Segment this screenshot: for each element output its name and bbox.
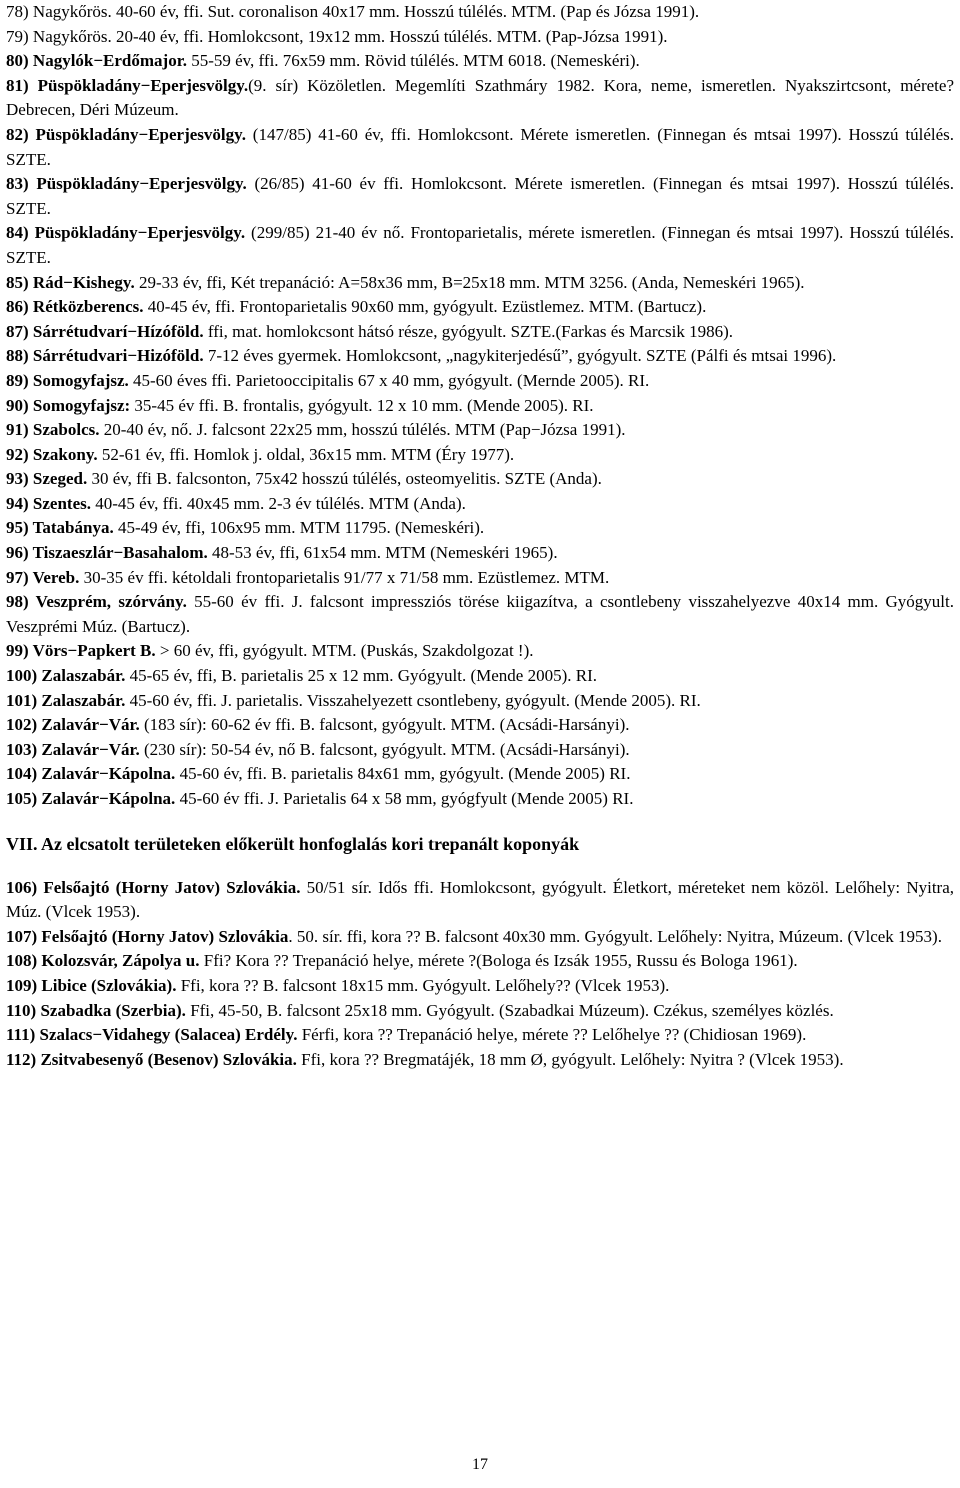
- list-item: [6, 418, 954, 443]
- entry-heading: 100) Zalaszabár.: [6, 666, 126, 686]
- entry-text: 45-60 év, ffi. J. parietalis. Visszahelyezett csontlebeny, gyógyult. (Mende 2005). RI.: [125, 690, 701, 710]
- section-title: VII. Az elcsatolt területeken előkerült honfoglalás kori trepanált koponyák: [6, 833, 580, 854]
- entry-heading: 80) Nagylók−Erdőmajor.: [6, 51, 187, 71]
- entry-text: 50/51 sír. Idős ffi. Homlokcsont, gyógyult. Életkort, méreteket nem közöl. Lelőhely: Nyitra, Múz. (Vlcek 1953).: [6, 877, 954, 922]
- entry-heading: 84) Püspökladány−Eperjesvölgy.: [6, 223, 246, 243]
- list-item: [6, 949, 954, 974]
- list-item: [6, 344, 954, 369]
- entry-heading: 92) Szakony.: [6, 444, 98, 464]
- list-item: [6, 974, 954, 999]
- entry-heading: 101) Zalaszabár.: [6, 690, 126, 710]
- list-item: [6, 492, 954, 517]
- entry-heading: 88) Sárrétudvari−Hizóföld.: [6, 346, 204, 366]
- entry-heading: 104) Zalavár−Kápolna.: [6, 764, 176, 784]
- entry-text: > 60 év, ffi, gyógyult. MTM. (Puskás, Szakdolgozat !).: [155, 641, 534, 661]
- entry-text: (147/85) 41-60 év, ffi. Homlokcsont. Mérete ismeretlen. (Finnegan és mtsai 1997). Hosszú túlélés. SZTE.: [6, 124, 955, 169]
- list-item: [6, 738, 954, 763]
- entry-heading: 106) Felsőajtó (Horny Jatov) Szlovákia.: [6, 877, 301, 897]
- list-item: [6, 123, 954, 172]
- entry-heading: 93) Szeged.: [6, 469, 88, 489]
- entry-text: (183 sír): 60-62 év ffi. B. falcsont, gyógyult. MTM. (Acsádi-Harsányi).: [139, 715, 630, 735]
- entry-text: Férfi, kora ?? Trepanáció helye, mérete ?? Lelőhelye ?? (Chidiosan 1969).: [297, 1025, 807, 1045]
- list-item: [6, 762, 954, 787]
- entry-text: (26/85) 41-60 év ffi. Homlokcsont. Mérete ismeretlen. (Finnegan és mtsai 1997). Hosszú túlélés. SZTE.: [6, 174, 954, 218]
- entry-heading: 90) Somogyfajsz:: [6, 395, 131, 415]
- entry-heading: 89) Somogyfajsz.: [6, 370, 129, 390]
- list-item: [6, 394, 954, 419]
- entry-text: 45-60 év ffi. J. Parietalis 64 x 58 mm, gyógfyult (Mende 2005) RI.: [175, 789, 634, 808]
- page-number: 17: [472, 1456, 488, 1473]
- entry-text: Ffi, 45-50, B. falcsont 25x18 mm. Gyógyult. (Szabadkai Múzeum). Czékus, személyes közlés.: [185, 1000, 834, 1020]
- list-item: [6, 271, 954, 296]
- entry-heading: 102) Zalavár−Vár.: [6, 715, 140, 735]
- entry-list-section-vii: [6, 876, 954, 1073]
- list-item: [6, 516, 954, 541]
- entry-heading: 98) Veszprém, szórvány.: [6, 592, 187, 612]
- document-page: [6, 0, 954, 1072]
- entry-heading: 110) Szabadka (Szerbia).: [6, 1000, 186, 1020]
- list-item: [6, 925, 954, 950]
- entry-text: (299/85) 21-40 év nő. Frontoparietalis, mérete ismeretlen. (Finnegan és mtsai 1997). Hosszú túlélés. SZTE.: [6, 223, 954, 267]
- list-item: [6, 25, 954, 50]
- entry-text: 52-61 év, ffi. Homlok j. oldal, 36x15 mm. MTM (Éry 1977).: [97, 444, 515, 464]
- entry-text: 30-35 év ffi. kétoldali frontoparietalis 91/77 x 71/58 mm. Ezüstlemez. MTM.: [79, 567, 610, 587]
- entry-text: Ffi, kora ?? B. falcsont 18x15 mm. Gyógyult. Lelőhely?? (Vlcek 1953).: [176, 975, 670, 995]
- list-item: [6, 1048, 954, 1073]
- list-item: [6, 443, 954, 468]
- entry-text: (9. sír) Közöletlen. Megemlíti Szathmáry 1982. Kora, neme, ismeretlen. Nyakszirtcsont, mérete? Debrecen, Déri Múzeum.: [6, 75, 954, 120]
- list-item: [6, 295, 954, 320]
- list-item: [6, 787, 954, 812]
- entry-heading: 103) Zalavár−Vár.: [6, 739, 140, 759]
- entry-text: Ffi? Kora ?? Trepanáció helye, mérete ?(Bologa és Izsák 1955, Russu és Bologa 1961).: [199, 951, 798, 971]
- list-item: [6, 221, 954, 270]
- entry-text: 45-60 éves ffi. Parietooccipitalis 67 x 40 mm, gyógyult. (Mernde 2005). RI.: [128, 370, 650, 390]
- entry-text: 7-12 éves gyermek. Homlokcsont, „nagykiterjedésű”, gyógyult. SZTE (Pálfi és mtsai 1996).: [203, 346, 837, 366]
- entry-text: 45-60 év, ffi. B. parietalis 84x61 mm, gyógyult. (Mende 2005) RI.: [175, 764, 631, 784]
- list-item: [6, 713, 954, 738]
- list-item: [6, 590, 954, 639]
- entry-text: 30 év, ffi B. falcsonton, 75x42 hosszú túlélés, osteomyelitis. SZTE (Anda).: [87, 469, 602, 489]
- entry-text: 78) Nagykőrös. 40-60 év, ffi. Sut. coronalison 40x17 mm. Hosszú túlélés. MTM. (Pap és Józsa 1991).: [6, 2, 700, 21]
- entry-list: [6, 0, 954, 812]
- entry-heading: 85) Rád−Kishegy.: [6, 272, 135, 292]
- entry-heading: 81) Püspökladány−Eperjesvölgy.: [6, 75, 249, 95]
- list-item: [6, 0, 954, 25]
- entry-text: 20-40 év, nő. J. falcsont 22x25 mm, hosszú túlélés. MTM (Pap−Józsa 1991).: [99, 420, 626, 440]
- entry-text: 55-60 év ffi. J. falcsont impressziós törése kiigazítva, a csontlebeny visszahelyezve 40x14 mm. Gyógyult. Veszprémi Múz. (Bartucz).: [6, 592, 954, 636]
- entry-text: 45-49 év, ffi, 106x95 mm. MTM 11795. (Nemeskéri).: [113, 518, 485, 538]
- entry-text: 29-33 év, ffi, Két trepanáció: A=58x36 mm, B=25x18 mm. MTM 3256. (Anda, Nemeskéri 1965).: [134, 272, 805, 292]
- entry-text: Ffi, kora ?? Bregmatájék, 18 mm Ø, gyógyult. Lelőhely: Nyitra ? (Vlcek 1953).: [296, 1049, 844, 1069]
- entry-text: 40-45 év, ffi. Frontoparietalis 90x60 mm, gyógyult. Ezüstlemez. MTM. (Bartucz).: [143, 297, 707, 317]
- entry-text: 45-65 év, ffi, B. parietalis 25 x 12 mm. Gyógyult. (Mende 2005). RI.: [125, 666, 598, 686]
- entry-text: 79) Nagykőrös. 20-40 év, ffi. Homlokcsont, 19x12 mm. Hosszú túlélés. MTM. (Pap-Józsa 1991).: [6, 26, 668, 46]
- entry-heading: 108) Kolozsvár, Zápolya u.: [6, 951, 200, 971]
- entry-heading: 96) Tiszaeszlár−Basahalom.: [6, 543, 208, 563]
- entry-heading: 87) Sárrétudvarí−Hízóföld.: [6, 321, 204, 341]
- list-item: [6, 1023, 954, 1048]
- entry-heading: 107) Felsőajtó (Horny Jatov) Szlovákia: [6, 926, 289, 946]
- list-item: [6, 664, 954, 689]
- entry-heading: 111) Szalacs−Vidahegy (Salacea) Erdély.: [6, 1025, 298, 1045]
- list-item: [6, 74, 954, 123]
- entry-text: 35-45 év ffi. B. frontalis, gyógyult. 12 x 10 mm. (Mende 2005). RI.: [130, 395, 594, 415]
- entry-text: ffi, mat. homlokcsont hátsó része, gyógyult. SZTE.(Farkas és Marcsik 1986).: [203, 321, 734, 341]
- entry-heading: 82) Püspökladány−Eperjesvölgy.: [6, 124, 246, 144]
- entry-heading: 83) Püspökladány−Eperjesvölgy.: [6, 174, 247, 194]
- list-item: [6, 320, 954, 345]
- entry-heading: 105) Zalavár−Kápolna.: [6, 789, 176, 808]
- entry-text: 40-45 év, ffi. 40x45 mm. 2-3 év túlélés. MTM (Anda).: [90, 493, 466, 513]
- list-item: [6, 49, 954, 74]
- list-item: [6, 999, 954, 1024]
- entry-text: . 50. sír. ffi, kora ?? B. falcsont 40x30 mm. Gyógyult. Lelőhely: Nyitra, Múzeum. (Vlcek 1953).: [288, 926, 942, 946]
- entry-heading: 112) Zsitvabesenyő (Besenov) Szlovákia.: [6, 1049, 297, 1069]
- entry-heading: 109) Libice (Szlovákia).: [6, 975, 177, 995]
- list-item: [6, 541, 954, 566]
- list-item: [6, 689, 954, 714]
- entry-heading: 91) Szabolcs.: [6, 420, 100, 440]
- entry-heading: 97) Vereb.: [6, 567, 80, 587]
- entry-text: 55-59 év, ffi. 76x59 mm. Rövid túlélés. MTM 6018. (Nemeskéri).: [186, 51, 640, 71]
- entry-heading: 86) Rétközberencs.: [6, 297, 144, 317]
- list-item: [6, 639, 954, 664]
- list-item: [6, 369, 954, 394]
- entry-text: (230 sír): 50-54 év, nő B. falcsont, gyógyult. MTM. (Acsádi-Harsányi).: [139, 739, 630, 759]
- entry-heading: 94) Szentes.: [6, 493, 91, 513]
- entry-text: 48-53 év, ffi, 61x54 mm. MTM (Nemeskéri 1965).: [207, 543, 558, 563]
- list-item: [6, 566, 954, 591]
- entry-heading: 99) Vörs−Papkert B.: [6, 641, 156, 661]
- list-item: [6, 467, 954, 492]
- list-item: [6, 172, 954, 221]
- list-item: [6, 876, 954, 925]
- entry-heading: 95) Tatabánya.: [6, 518, 114, 538]
